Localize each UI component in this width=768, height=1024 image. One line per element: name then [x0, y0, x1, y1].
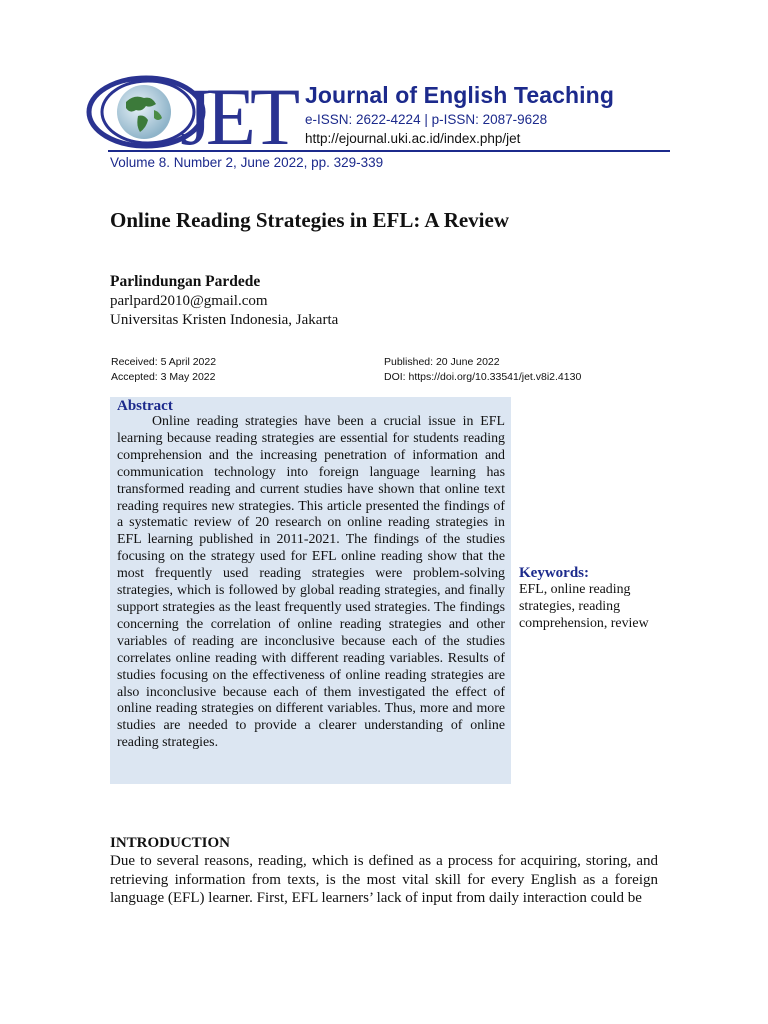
abstract-heading: Abstract [117, 398, 173, 414]
introduction-heading: INTRODUCTION [110, 835, 231, 851]
author-name: Parlindungan Pardede [110, 273, 261, 290]
publication-info [384, 355, 581, 385]
jet-logo [86, 70, 301, 150]
keywords-heading: Keywords: [519, 565, 589, 581]
introduction-body [110, 852, 658, 908]
abstract-paragraph: Online reading strategies have been a crucial issue in EFL learning because reading strategies are essential for students reading comprehension and the increasing penetration of information and communication technology into foreign language learning has transformed reading and current studies have shown that online text reading requires new strategies. This article presented the findings of a systematic review of 20 research on online reading strategies in EFL learning published in 2011-2021. The findings of the studies focusing on the strategy used for EFL online reading show that the most frequently used reading strategies were problem-solving strategies, which is followed by global reading strategies, and finally support strategies as the least frequently used strategies. The findings concerning the correlation of online reading strategies and other variables of reading are inconclusive because each of the studies correlates online reading with different reading variables. Results of studies focusing on the effectiveness of online reading strategies are also inconclusive because each of them investigated the effect of online reading strategies on different variables. Thus, more and more studies are needed to provide a clearer understanding of online reading strategies. [117, 414, 505, 751]
received-date: Received: 5 April 2022 [111, 356, 217, 368]
published-date: Published: 20 June 2022 [384, 356, 500, 368]
journal-title: Journal of English Teaching [305, 82, 614, 108]
paper-title: Online Reading Strategies in EFL: A Review [110, 208, 509, 232]
logo-letters: JET [180, 71, 295, 150]
introduction-paragraph: Due to several reasons, reading, which is defined as a process for acquiring, storing, and retrieving information from texts, is the most vital skill for every English as a foreign language (EFL) learner. First, EFL learners’ lack of input from daily interaction could be [110, 853, 658, 906]
doi-link[interactable]: DOI: https://doi.org/10.33541/jet.v8i2.4130 [384, 371, 582, 383]
submission-dates [111, 355, 216, 385]
accepted-date: Accepted: 3 May 2022 [111, 371, 216, 383]
author-email[interactable]: parlpard2010@gmail.com [110, 293, 268, 309]
journal-url[interactable]: http://ejournal.uki.ac.id/index.php/jet [305, 131, 521, 146]
header-divider [108, 150, 670, 152]
volume-info: Volume 8. Number 2, June 2022, pp. 329-339 [110, 155, 384, 170]
abstract-body [117, 414, 505, 752]
issn-line: e-ISSN: 2622-4224 | p-ISSN: 2087-9628 [305, 112, 548, 127]
author-affiliation: Universitas Kristen Indonesia, Jakarta [110, 312, 339, 328]
keywords-list: EFL, online reading strategies, reading comprehension, review [519, 582, 649, 631]
